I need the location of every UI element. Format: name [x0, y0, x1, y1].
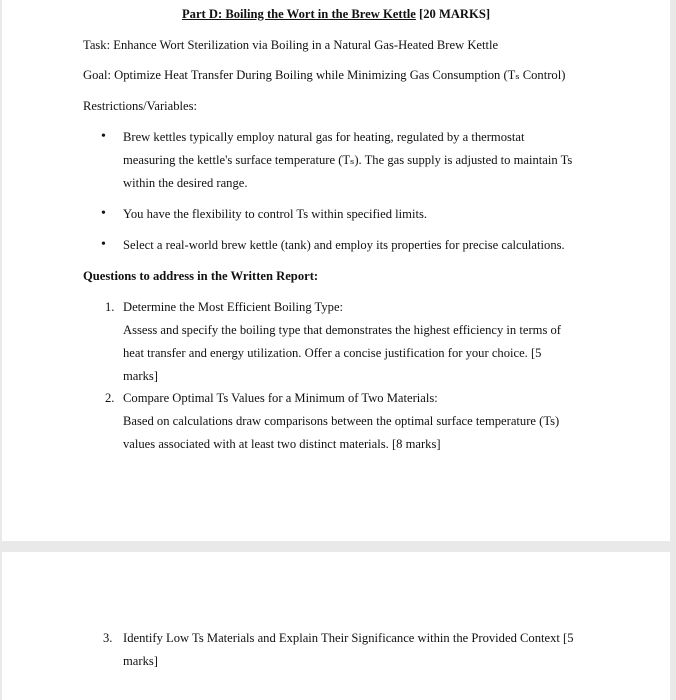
- bullet-text: Brew kettles typically employ natural gas for heating, regulated by a thermostat: [123, 130, 525, 144]
- title-marks: [20 MARKS]: [419, 7, 491, 21]
- goal-line: Goal: Optimize Heat Transfer During Boiling while Minimizing Gas Consumption (Tₛ Control): [83, 68, 566, 82]
- document-page-2: [2, 552, 670, 700]
- question-text: heat transfer and energy utilization. Offer a concise justification for your choice. [5: [123, 346, 542, 360]
- question-text: Assess and specify the boiling type that demonstrates the highest efficiency in terms of: [123, 323, 561, 337]
- title-main: Part D: Boiling the Wort in the Brew Kettle: [181, 7, 416, 21]
- question-text: marks]: [123, 369, 158, 383]
- restrictions-heading: Restrictions/Variables:: [83, 99, 198, 113]
- question-number: 2.: [105, 391, 115, 405]
- bullet-text: measuring the kettle's surface temperature (Tₛ). The gas supply is adjusted to maintain Ts: [123, 153, 573, 167]
- page-title: [2, 6, 670, 22]
- questions-heading: Questions to address in the Written Report:: [83, 269, 319, 283]
- question-text: Determine the Most Efficient Boiling Type:: [123, 300, 344, 314]
- question-text: marks]: [123, 654, 158, 668]
- question-number: 3.: [103, 631, 113, 645]
- bullet-text: Select a real-world brew kettle (tank) and employ its properties for precise calculations.: [123, 238, 565, 252]
- bullet-icon: •: [101, 206, 106, 221]
- bullet-text: within the desired range.: [123, 176, 248, 190]
- question-text: Identify Low Ts Materials and Explain Their Significance within the Provided Context [5: [123, 631, 574, 645]
- question-text: values associated with at least two distinct materials. [8 marks]: [123, 437, 441, 451]
- bullet-text: You have the flexibility to control Ts within specified limits.: [123, 207, 428, 221]
- question-text: Compare Optimal Ts Values for a Minimum of Two Materials:: [123, 391, 438, 405]
- question-text: Based on calculations draw comparisons between the optimal surface temperature (Ts): [123, 414, 560, 428]
- bullet-icon: •: [101, 129, 106, 144]
- question-number: 1.: [105, 300, 115, 314]
- task-line: Task: Enhance Wort Sterilization via Boiling in a Natural Gas-Heated Brew Kettle: [83, 38, 499, 52]
- document-page-1: [2, 0, 670, 541]
- bullet-icon: •: [101, 237, 106, 252]
